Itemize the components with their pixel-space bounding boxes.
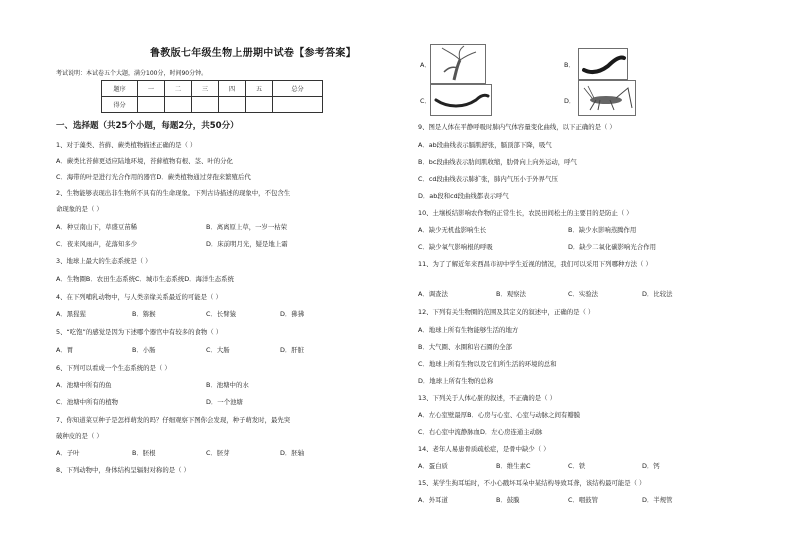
exam-title: 鲁教版七年级生物上册期中试卷【参考答案】 <box>150 48 356 59</box>
flatworm-image <box>578 48 628 80</box>
score-table-score-row <box>102 97 323 113</box>
option: B．离离原上草，一岁一枯荣 <box>206 223 288 231</box>
option: B．猕猴 <box>132 310 156 318</box>
score-cell: 题序 <box>102 81 138 97</box>
option: D．胚轴 <box>280 449 305 457</box>
option: C．池塘中所有的植物 <box>56 398 118 406</box>
option: C．cd段曲线表示肺扩张，肺内气压小于外界气压 <box>418 175 558 183</box>
option: D．半规管 <box>642 496 673 504</box>
question-line: 2、生物能够表现出非生物所不具有的生命现象。下列古诗描述的现象中，不包含生 <box>56 189 291 197</box>
option: A．胃 <box>56 346 74 354</box>
exam-instructions: 考试说明：本试卷五个大题，满分100分，时间90分钟。 <box>56 70 208 77</box>
option: B．池塘中的水 <box>206 381 249 389</box>
option: A．缺少无机盐影响生长 <box>418 226 487 234</box>
option: A．调查法 <box>418 290 448 298</box>
option: A．生物圈B．农田生态系统C．城市生态系统D．海洋生态系统 <box>56 275 234 283</box>
option: A．蛋白质 <box>418 462 448 470</box>
score-blank[interactable] <box>273 97 323 113</box>
grasshopper-image <box>578 80 636 116</box>
option: B．维生素C <box>496 462 531 470</box>
question-line: 3、地球上最大的生态系统是（ ） <box>56 257 152 265</box>
option: A．地球上所有生物能够生活的地方 <box>418 326 519 334</box>
option: C．铁 <box>568 462 586 470</box>
score-blank[interactable] <box>138 97 165 113</box>
hydra-icon <box>430 44 486 84</box>
question-line: 9、图是人体在平静呼吸时肺内气体容量变化曲线，以下正确的是（ ） <box>418 123 616 131</box>
score-cell: 得分 <box>102 97 138 113</box>
option: D．一个池塘 <box>206 398 243 406</box>
question-line: 6、下列可以看成一个生态系统的是（ ） <box>56 364 171 372</box>
score-table <box>101 80 323 113</box>
image-option-label: D． <box>564 97 576 105</box>
question-line: 破种皮的是（ ） <box>56 432 103 440</box>
question-line: 7、你知道菜豆种子是怎样萌发的吗？仔细观察下图你会发现，种子萌发时，最先突 <box>56 416 291 424</box>
question-line: 10、土壤板结影响农作物的正常生长，农民田间松土的主要目的是防止（ ） <box>418 209 633 217</box>
question-line: A．蕨类比苔藓更适应陆地环境，苔藓植物有根、茎、叶的分化 <box>56 157 233 165</box>
question-line: 1、对于藻类、苔藓、蕨类植物描述正确的是（ ） <box>56 141 197 149</box>
question-line: 11、为了了解近年来西昌市初中学生近视的情况，我们可以采用下列哪种方法（ ） <box>418 260 652 268</box>
option: A．子叶 <box>56 449 80 457</box>
section-heading: 一、选择题（共25个小题，每题2分，共50分） <box>56 121 239 131</box>
option: B．缺少水影响蒸腾作用 <box>568 226 637 234</box>
question-line: 命现象的是（ ） <box>56 205 103 213</box>
option: C．咽鼓管 <box>568 496 599 504</box>
option: C．夜来风雨声，花落知多少 <box>56 240 138 248</box>
option: D．比较法 <box>642 290 673 298</box>
score-cell: 五 <box>246 81 273 97</box>
question-line: 4、在下列哺乳动物中，与人类亲缘关系最近的可能是（ ） <box>56 293 222 301</box>
option: A．池塘中所有的鱼 <box>56 381 112 389</box>
option: B．大气圈、水圈和岩石圈的全部 <box>418 343 512 351</box>
option: B．鼓膜 <box>496 496 520 504</box>
option: A．外耳道 <box>418 496 448 504</box>
question-line: 13、下列关于人体心脏的叙述，不正确的是（ ） <box>418 394 556 402</box>
option: C．缺少氧气影响根的呼吸 <box>418 243 493 251</box>
option: A．种豆南山下，草盛豆苗稀 <box>56 223 138 231</box>
score-blank[interactable] <box>246 97 273 113</box>
score-cell: 总分 <box>273 81 323 97</box>
score-cell: 三 <box>192 81 219 97</box>
image-option-label: A． <box>420 61 431 69</box>
question-line: 8、下列动物中，身体结构呈辐射对称的是（ ） <box>56 466 190 474</box>
earthworm-image <box>430 84 492 116</box>
option: C．地球上所有生物以及它们所生活的环境的总和 <box>418 360 557 368</box>
question-line: 15、某学生拘耳垢时，不小心戳坏耳朵中某结构导致耳聋，该结构最可能是（ ） <box>418 479 646 487</box>
score-blank[interactable] <box>219 97 246 113</box>
option: B．观察法 <box>496 290 526 298</box>
option: B．胚根 <box>132 449 156 457</box>
image-option-label: C． <box>420 97 431 105</box>
option: D．床前明月光，疑是地上霜 <box>206 240 288 248</box>
earthworm-icon <box>430 84 492 116</box>
option: D．钙 <box>642 462 660 470</box>
image-option-label: B． <box>564 61 575 69</box>
option: D．狒狒 <box>280 310 305 318</box>
score-blank[interactable] <box>192 97 219 113</box>
score-cell: 二 <box>165 81 192 97</box>
option: D．缺少二氧化碳影响光合作用 <box>568 243 656 251</box>
option: A．ab段曲线表示膈肌舒张，膈顶部下降，吸气 <box>418 141 552 149</box>
option: C．大肠 <box>206 346 230 354</box>
question-line: C．海带的叶是进行光合作用的器官D．蕨类植物通过芽孢来繁殖后代 <box>56 173 251 181</box>
score-table-header-row <box>102 81 323 97</box>
option: C．实验法 <box>568 290 599 298</box>
question-line: 5、“吃饱”的感觉是因为下述哪个器官中有较多的食物（ ） <box>56 328 223 336</box>
option: D．肝脏 <box>280 346 305 354</box>
score-cell: 四 <box>219 81 246 97</box>
option: B．小肠 <box>132 346 156 354</box>
hydra-image <box>430 44 486 84</box>
question-line: 12、下列有关生物圈的范围及其定义的叙述中，正确的是（ ） <box>418 308 595 316</box>
question-line: 14、老年人易患骨质疏松症，是骨中缺少（ ） <box>418 445 550 453</box>
grasshopper-icon <box>578 80 636 116</box>
score-cell: 一 <box>138 81 165 97</box>
option: D．ab段和cd段曲线都表示呼气 <box>418 192 509 200</box>
option: A．左心室壁最厚B．心房与心室、心室与动脉之间有瓣膜 <box>418 411 581 419</box>
option: C．右心室中流静脉血D．左心房连通主动脉 <box>418 428 543 436</box>
flatworm-icon <box>578 48 628 80</box>
option: A．黑猩猩 <box>56 310 86 318</box>
option: C．长臂猿 <box>206 310 237 318</box>
option: B．bc段曲线表示肋间肌收缩，肋骨向上向外运动，呼气 <box>418 158 577 166</box>
score-blank[interactable] <box>165 97 192 113</box>
option: D．地球上所有生物的总称 <box>418 377 494 385</box>
option: C．胚芽 <box>206 449 230 457</box>
